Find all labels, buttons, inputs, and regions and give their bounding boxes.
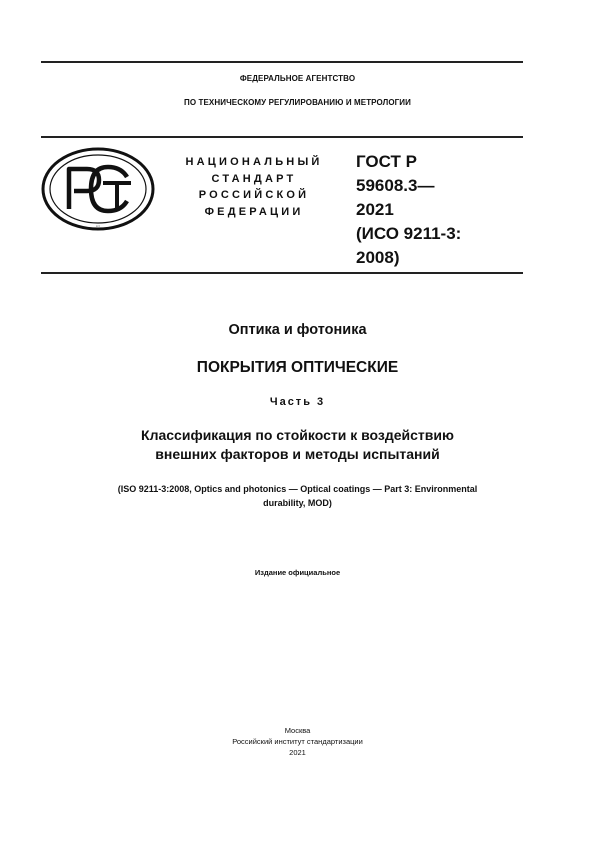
standard-label-line: РОССИЙСКОЙ [198,189,310,201]
imprint-year: 2021 [289,748,306,757]
rst-emblem-icon [41,147,155,231]
standard-label [168,154,340,220]
designation-line: 2008) [356,248,400,267]
agency-line-2: ПО ТЕХНИЧЕСКОМУ РЕГУЛИРОВАНИЮ И МЕТРОЛОГИИ [183,98,412,107]
iso-line-2: durability, MOD) [263,498,332,508]
iso-line-1: (ISO 9211-3:2008, Optics and photonics — Optical coatings — Part 3: Environmental [117,484,478,494]
header-rule [41,136,523,138]
standard-designation [356,150,516,270]
document-title: Оптика и фотоника [228,322,367,338]
designation-line: 59608.3— [356,176,435,195]
rst-emblem-svg [41,147,155,231]
imprint-city: Москва [284,726,311,735]
document-subtitle [30,426,565,464]
edition-note: Издание официальное [254,568,341,577]
top-rule [41,61,523,63]
subtitle-line-1: Классификация по стойкости к воздействию [141,427,454,443]
subtitle-line-2: внешних факторов и методы испытаний [155,446,440,462]
iso-reference [30,482,565,510]
standard-label-line: ФЕДЕРАЦИИ [204,205,304,218]
designation-line: 2021 [356,200,394,219]
logo-text: РСТ [96,226,100,228]
document-part: Часть 3 [269,396,326,408]
standard-label-line: СТАНДАРТ [211,172,297,185]
standard-label-line: НАЦИОНАЛЬНЫЙ [185,156,323,168]
designation-line: ГОСТ Р [356,152,417,171]
agency-line-1: ФЕДЕРАЛЬНОЕ АГЕНТСТВО [239,74,356,83]
document-subject: ПОКРЫТИЯ ОПТИЧЕСКИЕ [196,359,399,376]
designation-line: (ИСО 9211-3: [356,224,462,243]
standard-rule [41,272,523,274]
imprint-publisher: Российский институт стандартизации [232,737,363,746]
